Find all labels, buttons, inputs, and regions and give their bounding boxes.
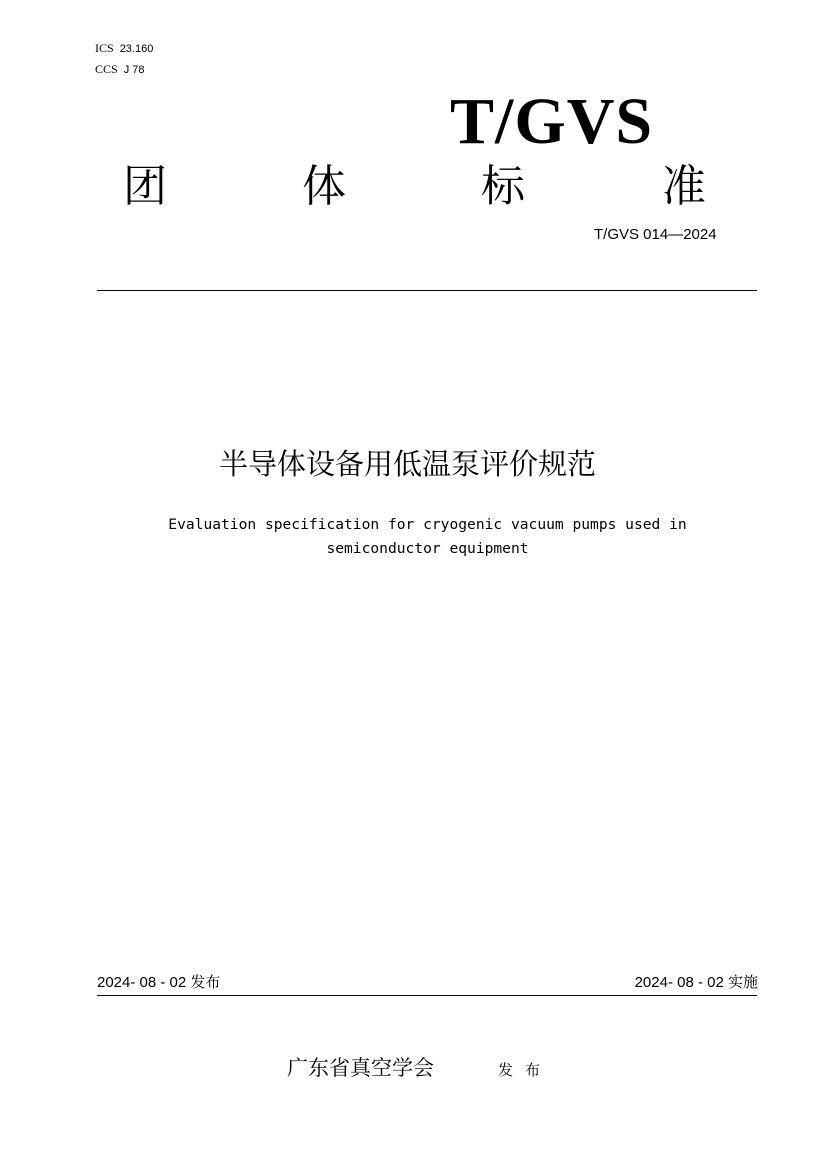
- issuing-organization: 广东省真空学会: [287, 1056, 434, 1080]
- ccs-classification: [95, 62, 144, 77]
- ccs-code: J 78: [123, 64, 145, 76]
- standard-number: T/GVS 014—2024: [594, 226, 717, 243]
- ccs-label: CCS: [95, 62, 118, 76]
- issuer-action: 发布: [498, 1061, 553, 1079]
- publish-date-value: 2024- 08 - 02: [97, 974, 187, 991]
- implement-date: [635, 972, 758, 993]
- document-title-en-line1: Evaluation specification for cryogenic vacuum pumps used in: [168, 516, 687, 533]
- ics-classification: [95, 41, 153, 56]
- ics-label: ICS: [95, 41, 114, 55]
- standard-logo: T/GVS: [450, 85, 654, 158]
- document-title-en-line2: semiconductor equipment: [326, 540, 529, 557]
- header-divider: [97, 290, 757, 291]
- implement-date-value: 2024- 08 - 02: [634, 974, 724, 991]
- implement-label: 实施: [727, 973, 758, 991]
- standard-type-char-1: 团: [123, 161, 167, 212]
- footer-divider: [97, 995, 757, 996]
- standard-type-char-2: 体: [302, 161, 346, 212]
- ics-code: 23.160: [119, 43, 154, 55]
- standard-type-char-4: 准: [662, 161, 706, 212]
- document-title-cn: 半导体设备用低温泵评价规范: [218, 447, 596, 481]
- publish-date: [97, 972, 220, 993]
- standard-type-char-3: 标: [481, 161, 525, 212]
- publish-label: 发布: [190, 973, 221, 991]
